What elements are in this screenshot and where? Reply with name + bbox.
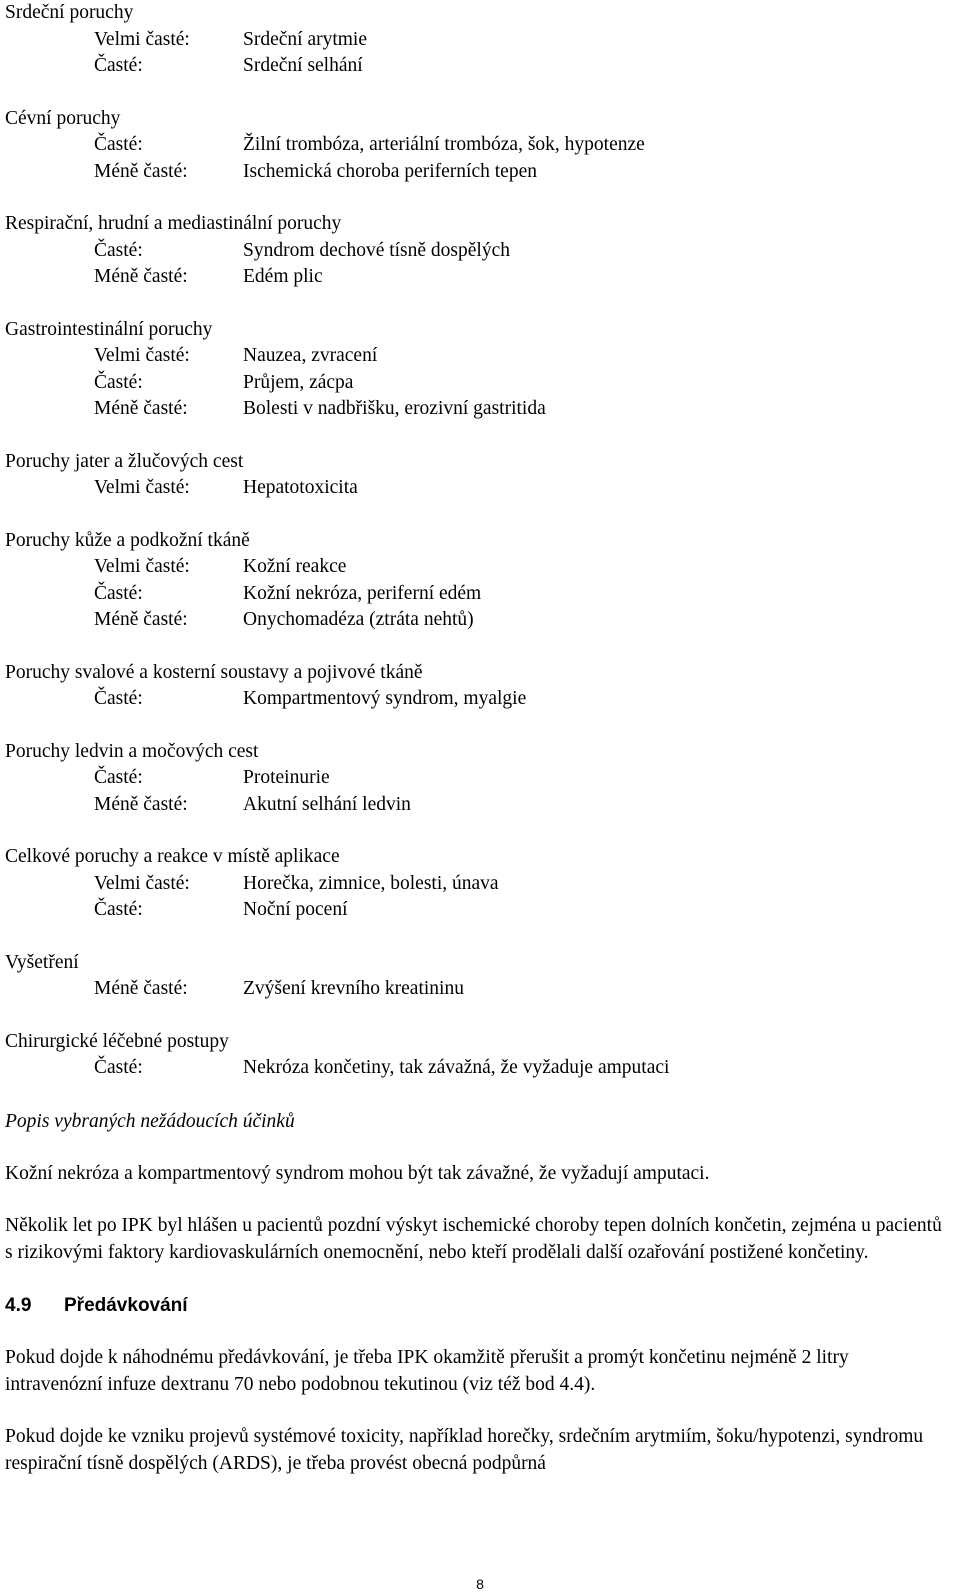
effect-text: Onychomadéza (ztráta nehtů) — [243, 609, 474, 630]
frequency-row — [5, 554, 950, 581]
frequency-label: Méně časté: — [94, 266, 188, 287]
organ-class-title: Poruchy svalové a kosterní soustavy a pojivové tkáně — [5, 661, 423, 683]
frequency-row — [5, 238, 950, 265]
organ-class-title: Chirurgické léčebné postupy — [5, 1030, 229, 1052]
frequency-label: Časté: — [94, 239, 143, 261]
frequency-row — [5, 370, 950, 397]
adverse-effects-list — [5, 0, 950, 1082]
effect-text: Nekróza končetiny, tak závažná, že vyžaduje amputaci — [243, 1057, 670, 1078]
overdose-paragraphs — [5, 1345, 950, 1477]
effect-text: Bolesti v nadbřišku, erozivní gastritida — [243, 398, 546, 419]
effect-text: Srdeční selhání — [243, 55, 363, 76]
organ-class-title: Gastrointestinální poruchy — [5, 318, 213, 340]
effect-text: Syndrom dechové tísně dospělých — [243, 239, 510, 261]
organ-class-title: Srdeční poruchy — [5, 2, 134, 23]
frequency-label: Časté: — [94, 899, 143, 920]
effect-text: Průjem, zácpa — [243, 371, 354, 393]
effect-text: Srdeční arytmie — [243, 28, 367, 50]
frequency-label: Méně časté: — [94, 793, 188, 815]
subsection-heading: Popis vybraných nežádoucích účinků — [5, 1110, 295, 1132]
frequency-row — [5, 607, 950, 634]
organ-class-section — [5, 1029, 950, 1082]
frequency-row — [5, 871, 950, 898]
frequency-row — [5, 132, 950, 159]
organ-class-section — [5, 844, 950, 924]
frequency-label: Časté: — [94, 582, 143, 604]
effect-text: Horečka, zimnice, bolesti, únava — [243, 872, 499, 894]
effect-text: Hepatotoxicita — [243, 477, 358, 498]
organ-class-title: Poruchy kůže a podkožní tkáně — [5, 529, 250, 551]
frequency-row — [5, 53, 950, 80]
effect-text: Proteinurie — [243, 767, 330, 788]
frequency-label: Časté: — [94, 688, 143, 709]
section-title: Předávkování — [64, 1295, 188, 1316]
frequency-row — [5, 27, 950, 54]
frequency-row — [5, 343, 950, 370]
frequency-label: Méně časté: — [94, 398, 188, 419]
paragraph: Pokud dojde k náhodnému předávkování, je třeba IPK okamžitě přerušit a promýt končetinu nejméně 2 litry intravenózní infuze dextranu 70 nebo podobnou tekutinou (viz též bod 4.4). — [5, 1347, 849, 1395]
organ-class-section — [5, 660, 950, 713]
organ-class-section — [5, 739, 950, 819]
frequency-row — [5, 976, 950, 1003]
paragraph: Několik let po IPK byl hlášen u pacientů pozdní výskyt ischemické choroby tepen dolních končetin, zejména u pacientů s rizikovými faktory kardiovaskulárních onemocnění, nebo kteří prodělali další ozařování postižené končetiny. — [5, 1215, 942, 1263]
effect-text: Kožní nekróza, periferní edém — [243, 582, 482, 604]
frequency-label: Méně časté: — [94, 160, 188, 182]
organ-class-title: Respirační, hrudní a mediastinální poruchy — [5, 213, 342, 234]
frequency-label: Časté: — [94, 134, 143, 155]
description-paragraphs — [5, 1161, 950, 1267]
organ-class-title: Poruchy jater a žlučových cest — [5, 450, 244, 472]
frequency-label: Časté: — [94, 1057, 143, 1078]
paragraph: Pokud dojde ke vzniku projevů systémové toxicity, například horečky, srdečním arytmiím, šoku/hypotenzi, syndromu respirační tísně dospělých (ARDS), je třeba provést obecná podpůrná — [5, 1426, 924, 1474]
organ-class-section — [5, 528, 950, 634]
page-number: 8 — [476, 1576, 484, 1592]
frequency-row — [5, 159, 950, 186]
section-heading — [5, 1292, 950, 1319]
section-number: 4.9 — [5, 1295, 32, 1316]
effect-text: Ischemická choroba periferních tepen — [243, 160, 537, 182]
frequency-row — [5, 475, 950, 502]
paragraph: Kožní nekróza a kompartmentový syndrom mohou být tak závažné, že vyžadují amputaci. — [5, 1162, 710, 1184]
organ-class-title: Cévní poruchy — [5, 107, 121, 129]
frequency-row — [5, 1055, 950, 1082]
effect-text: Nauzea, zvracení — [243, 345, 378, 366]
organ-class-title: Celkové poruchy a reakce v místě aplikace — [5, 846, 340, 867]
effect-text: Kožní reakce — [243, 556, 347, 577]
frequency-label: Velmi časté: — [94, 28, 190, 50]
frequency-label: Velmi časté: — [94, 477, 190, 498]
frequency-row — [5, 581, 950, 608]
effect-text: Edém plic — [243, 266, 323, 287]
organ-class-section — [5, 106, 950, 186]
frequency-label: Méně časté: — [94, 978, 188, 999]
effect-text: Noční pocení — [243, 899, 348, 920]
organ-class-section — [5, 317, 950, 423]
frequency-label: Časté: — [94, 55, 143, 76]
organ-class-section — [5, 0, 950, 80]
organ-class-section — [5, 211, 950, 291]
frequency-label: Méně časté: — [94, 609, 188, 630]
effect-text: Akutní selhání ledvin — [243, 793, 411, 815]
frequency-label: Velmi časté: — [94, 345, 190, 366]
organ-class-section — [5, 950, 950, 1003]
organ-class-section — [5, 449, 950, 502]
frequency-label: Časté: — [94, 767, 143, 788]
document-body — [5, 0, 950, 1503]
organ-class-title: Poruchy ledvin a močových cest — [5, 740, 259, 762]
frequency-label: Velmi časté: — [94, 872, 190, 894]
frequency-label: Velmi časté: — [94, 556, 190, 577]
frequency-row — [5, 792, 950, 819]
frequency-row — [5, 897, 950, 924]
frequency-row — [5, 765, 950, 792]
organ-class-title: Vyšetření — [5, 951, 79, 973]
frequency-row — [5, 264, 950, 291]
frequency-row — [5, 396, 950, 423]
effect-text: Zvýšení krevního kreatininu — [243, 978, 464, 999]
effect-text: Kompartmentový syndrom, myalgie — [243, 688, 527, 709]
frequency-row — [5, 686, 950, 713]
effect-text: Žilní trombóza, arteriální trombóza, šok, hypotenze — [243, 134, 645, 155]
frequency-label: Časté: — [94, 371, 143, 393]
